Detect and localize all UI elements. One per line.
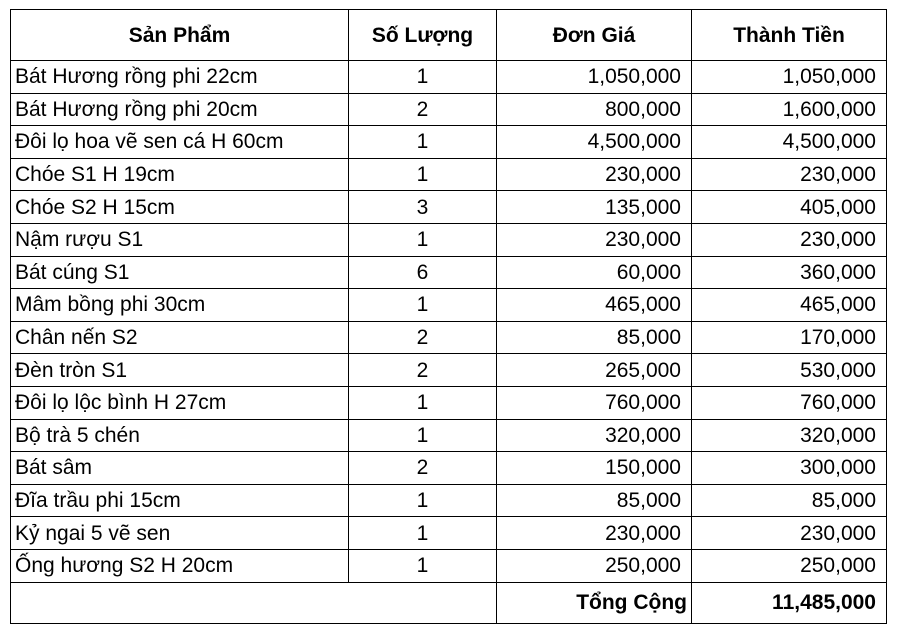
quantity-cell: 2	[349, 452, 497, 485]
amount-cell: 530,000	[692, 354, 887, 387]
product-cell: Bát cúng S1	[11, 256, 349, 289]
header-quantity: Số Lượng	[349, 10, 497, 61]
table-row	[11, 126, 887, 159]
amount-cell: 1,050,000	[692, 61, 887, 94]
table-row	[11, 61, 887, 94]
unit-price-cell: 135,000	[497, 191, 692, 224]
header-amount: Thành Tiền	[692, 10, 887, 61]
amount-cell: 320,000	[692, 419, 887, 452]
table-body	[11, 61, 887, 583]
total-row	[11, 582, 887, 623]
product-cell: Chóe S1 H 19cm	[11, 158, 349, 191]
product-cell: Đôi lọ hoa vẽ sen cá H 60cm	[11, 126, 349, 159]
amount-cell: 1,600,000	[692, 93, 887, 126]
unit-price-cell: 230,000	[497, 517, 692, 550]
product-cell: Chóe S2 H 15cm	[11, 191, 349, 224]
amount-cell: 230,000	[692, 158, 887, 191]
amount-cell: 465,000	[692, 289, 887, 322]
quantity-cell: 2	[349, 321, 497, 354]
table-row	[11, 517, 887, 550]
unit-price-cell: 250,000	[497, 549, 692, 582]
unit-price-cell: 800,000	[497, 93, 692, 126]
quantity-cell: 1	[349, 484, 497, 517]
product-cell: Kỷ ngai 5 vẽ sen	[11, 517, 349, 550]
quantity-cell: 2	[349, 354, 497, 387]
table-row	[11, 223, 887, 256]
quantity-cell: 2	[349, 93, 497, 126]
quantity-cell: 1	[349, 61, 497, 94]
quantity-cell: 3	[349, 191, 497, 224]
table-row	[11, 256, 887, 289]
unit-price-cell: 760,000	[497, 386, 692, 419]
amount-cell: 405,000	[692, 191, 887, 224]
product-cell: Bát sâm	[11, 452, 349, 485]
unit-price-cell: 60,000	[497, 256, 692, 289]
unit-price-cell: 1,050,000	[497, 61, 692, 94]
quantity-cell: 1	[349, 158, 497, 191]
product-cell: Đôi lọ lộc bình H 27cm	[11, 386, 349, 419]
table-row	[11, 191, 887, 224]
quantity-cell: 1	[349, 386, 497, 419]
table-row	[11, 419, 887, 452]
quantity-cell: 1	[349, 517, 497, 550]
product-cell: Bát Hương rồng phi 20cm	[11, 93, 349, 126]
unit-price-cell: 4,500,000	[497, 126, 692, 159]
total-label: Tổng Cộng	[497, 582, 692, 623]
product-cell: Chân nến S2	[11, 321, 349, 354]
amount-cell: 760,000	[692, 386, 887, 419]
product-cell: Bộ trà 5 chén	[11, 419, 349, 452]
unit-price-cell: 230,000	[497, 158, 692, 191]
quantity-cell: 1	[349, 223, 497, 256]
amount-cell: 230,000	[692, 223, 887, 256]
quantity-cell: 6	[349, 256, 497, 289]
header-product: Sản Phẩm	[11, 10, 349, 61]
product-cell: Nậm rượu S1	[11, 223, 349, 256]
quantity-cell: 1	[349, 549, 497, 582]
table-row	[11, 452, 887, 485]
unit-price-cell: 85,000	[497, 484, 692, 517]
total-value: 11,485,000	[692, 582, 887, 623]
product-cell: Mâm bồng phi 30cm	[11, 289, 349, 322]
table-row	[11, 289, 887, 322]
quantity-cell: 1	[349, 419, 497, 452]
amount-cell: 4,500,000	[692, 126, 887, 159]
product-cell: Bát Hương rồng phi 22cm	[11, 61, 349, 94]
unit-price-cell: 265,000	[497, 354, 692, 387]
unit-price-cell: 320,000	[497, 419, 692, 452]
unit-price-cell: 150,000	[497, 452, 692, 485]
table-row	[11, 549, 887, 582]
table-row	[11, 93, 887, 126]
table-row	[11, 321, 887, 354]
table-row	[11, 484, 887, 517]
table-row	[11, 386, 887, 419]
product-cell: Đèn tròn S1	[11, 354, 349, 387]
header-unit-price: Đơn Giá	[497, 10, 692, 61]
amount-cell: 300,000	[692, 452, 887, 485]
invoice-table	[10, 9, 887, 624]
amount-cell: 170,000	[692, 321, 887, 354]
table-row	[11, 158, 887, 191]
total-blank-cell	[11, 582, 497, 623]
quantity-cell: 1	[349, 289, 497, 322]
quantity-cell: 1	[349, 126, 497, 159]
unit-price-cell: 85,000	[497, 321, 692, 354]
amount-cell: 230,000	[692, 517, 887, 550]
table-row	[11, 354, 887, 387]
amount-cell: 250,000	[692, 549, 887, 582]
amount-cell: 360,000	[692, 256, 887, 289]
amount-cell: 85,000	[692, 484, 887, 517]
unit-price-cell: 465,000	[497, 289, 692, 322]
header-row	[11, 10, 887, 61]
unit-price-cell: 230,000	[497, 223, 692, 256]
product-cell: Đĩa trầu phi 15cm	[11, 484, 349, 517]
product-cell: Ống hương S2 H 20cm	[11, 549, 349, 582]
